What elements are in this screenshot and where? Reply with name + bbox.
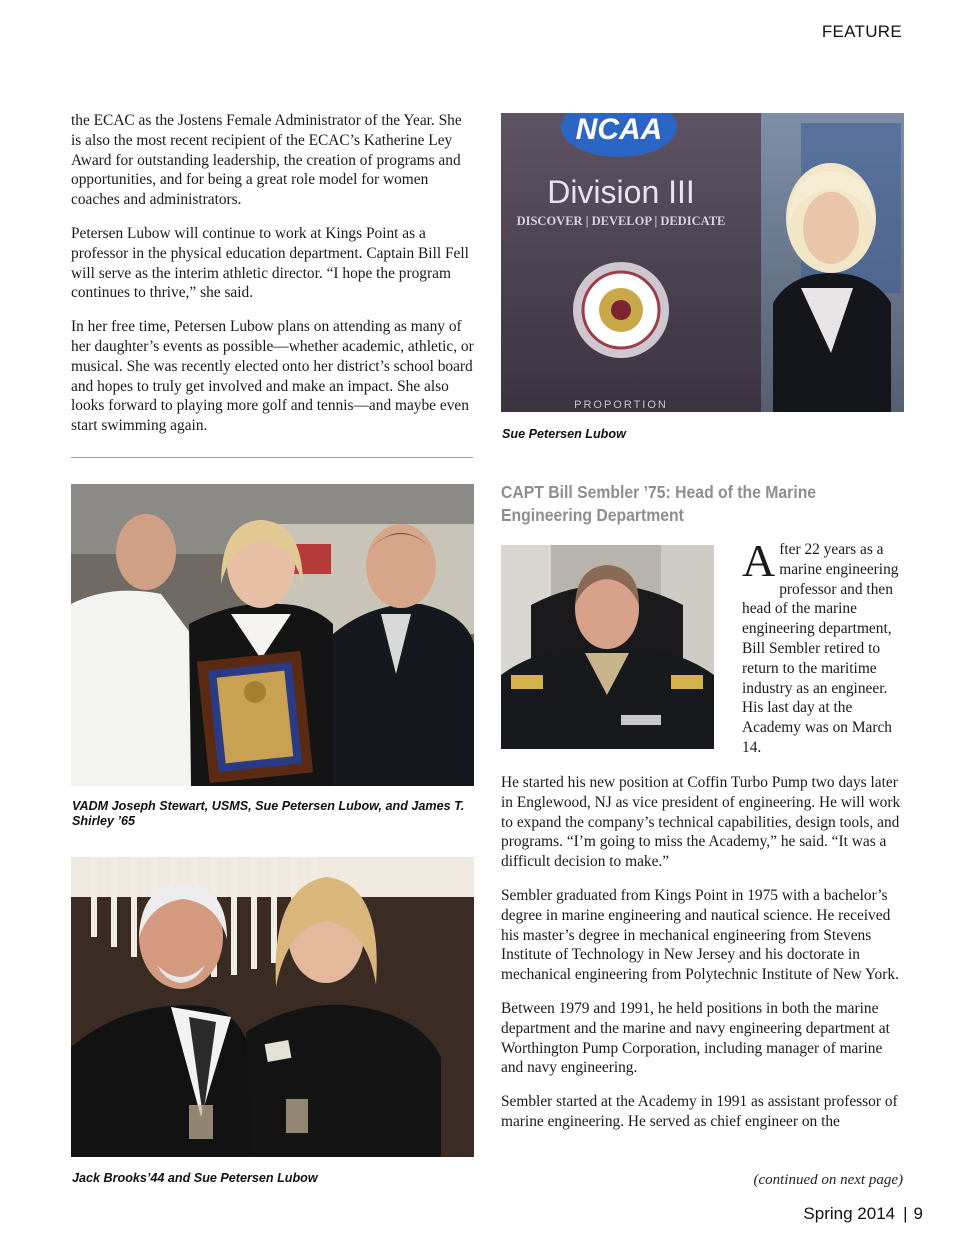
article-body — [501, 773, 906, 1146]
brooks-photo-image — [71, 857, 474, 1157]
brooks-photo — [71, 857, 474, 1157]
left-column-text — [71, 111, 475, 450]
article-paragraph: He started his new position at Coffin Turbo Pump two days later in Englewood, NJ as vice president of engineering. He will work to expand the company’s technical capabilities, design tools, and programs. “I’m going to miss the Academy,” he said. “It was a difficult decision to make.” — [501, 774, 901, 871]
sembler-photo-image — [501, 545, 714, 749]
award-photo-caption: VADM Joseph Stewart, USMS, Sue Petersen Lubow, and James T. Shirley ’65 — [72, 799, 465, 828]
award-photo — [71, 484, 474, 786]
ncaa-photo-caption: Sue Petersen Lubow — [502, 427, 626, 441]
banner-title-text: Division III — [547, 174, 695, 210]
award-photo-image — [71, 484, 474, 786]
left-paragraph: Petersen Lubow will continue to work at Kings Point as a professor in the physical education department. Captain Bill Fell will serve as the interim athletic director. “I hope the program continues to thrive,” she said. — [71, 224, 469, 302]
article-paragraph: Between 1979 and 1991, he held positions in both the marine department and the marine and navy engineering department at Worthington Pump Corporation, including manager of marine and navy engineering. — [501, 999, 890, 1077]
ncaa-photo-image — [501, 113, 904, 412]
footer-separator: | — [903, 1204, 908, 1223]
sembler-photo — [501, 545, 714, 749]
page-footer — [803, 1204, 923, 1224]
banner-footer-text: PROPORTION — [574, 399, 668, 411]
article-intro — [742, 535, 912, 758]
left-paragraph: the ECAC as the Jostens Female Administrator of the Year. She is also the most recent recipient of the ECAC’s Katherine Ley Award for outstanding leadership, the creation of programs and opportunities, and for being a great role model for women coaches and administrators. — [71, 112, 462, 209]
banner-tagline-text: DISCOVER | DEVELOP | DEDICATE — [516, 214, 726, 228]
article-paragraph: Sembler started at the Academy in 1991 as assistant professor of marine engineering. He served as chief engineer on the — [501, 1093, 898, 1130]
article-intro-text: fter 22 years as a marine engineering professor and then head of the marine engineering department, Bill Sembler retired to return to the maritime industry as an engineer. His last day at the Academy was on March 14. — [742, 541, 899, 756]
issue-label: Spring 2014 — [803, 1204, 896, 1223]
brooks-photo-caption: Jack Brooks’44 and Sue Petersen Lubow — [72, 1171, 318, 1185]
column-divider — [71, 457, 473, 458]
drop-cap: A — [742, 535, 776, 586]
page-number: 9 — [913, 1204, 923, 1223]
article-paragraph: Sembler graduated from Kings Point in 1975 with a bachelor’s degree in marine engineering and nautical science. He received his master’s degree in mechanical engineering from Stevens Institute of Technology in New Jersey and his doctorate in mechanical engineering from Polytechnic Institute of New York. — [501, 886, 899, 984]
section-label: FEATURE — [821, 22, 902, 41]
article-headline: CAPT Bill Sembler ’75: Head of the Marine Engineering Department — [501, 482, 817, 525]
continued-note: (continued on next page) — [753, 1172, 903, 1188]
ncaa-photo — [501, 113, 904, 412]
left-paragraph: In her free time, Petersen Lubow plans on attending as many of her daughter’s events as possible—whether academic, athletic, or musical. She was recently elected onto her district’s school board and hopes to truly get involved and make an impact. She also looks forward to playing more golf and tennis—and maybe even start swimming again. — [71, 318, 474, 435]
banner-logo-text: NCAA — [575, 113, 663, 146]
